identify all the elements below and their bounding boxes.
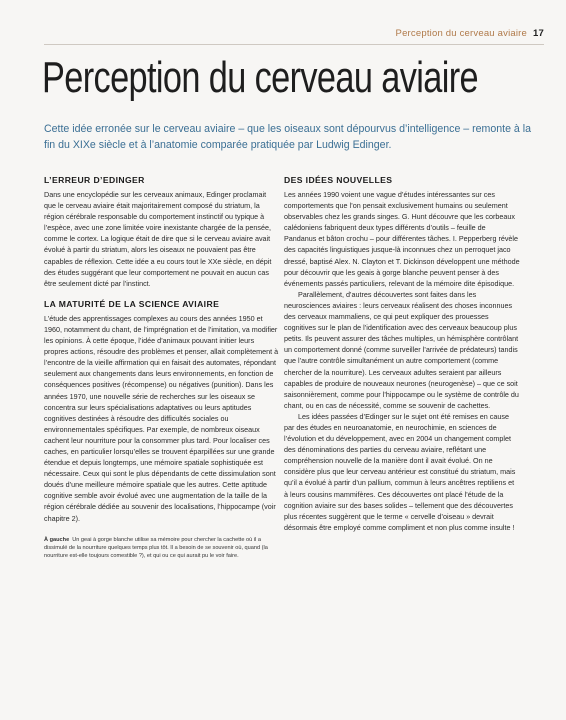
caption-lead: À gauche [44, 536, 70, 543]
section-body-maturite: L’étude des apprentissages complexes au cours des années 1950 et 1960, notamment du chant, de l’imprégnation et de l’imitation, va modifier les opinions. À cette époque, l’idée d’animaux pouvant initier leurs propres actions, résoudre des problèmes et penser, allait complètement à l’encontre de la vieille affirmation qui en faisait des automates, répondant seulement aux changements dans leurs environnements, en fonction de conséquences positives (récompense) ou négatives (punition). Dans les années 1970, une nouvelle série de recherches sur les oiseaux se concentra sur leurs spécialisations adaptatives ou leurs aptitudes cognitives destinées à résoudre des difficultés sociales ou environnementales spécifiques. Par exemple, de nombreux oiseaux cachent leur nourriture pour la consommer plus tard. Pour localiser ces caches, en particulier lorsqu’elles se trouvent éparpillées sur une grande étendue et depuis longtemps, une mémoire spatiale sophistiquée est nécessaire. Ceux qui sont le plus dépendants de cette dissimulation sont doués d’une meilleure mémoire spatiale que les autres. Cette aptitude cognitive semble avoir évolué avec une augmentation de la taille de la région cérébrale dédiée au souvenir des localisations, l’hippocampe (voir chapitre 2). [44, 313, 279, 523]
section-paragraph-3: Les idées passées d’Edinger sur le sujet ont été remises en cause par des études en neuroanatomie, en neurochimie, en sciences de l’évolution et du développement, avec en 2004 un changement complet des dénominations des parties du cerveau aviaire, reflétant une compréhension nouvelle de la manière dont il avait évolué. On ne considère plus que leur cerveau antérieur est constitué du striatum, mais qu’il a évolué à partir d’un pallium, commun à leurs ancêtres reptiliens et à leurs cousins mammifères. Ces découvertes ont placé l’étude de la cognition aviaire sur des bases solides – tellement que des découvertes plus récentes suggèrent que le terme « cervelle d’oiseau » devrait désormais être employé comme compliment et non plus comme insulte ! [284, 411, 516, 532]
image-caption [44, 536, 280, 560]
left-column [44, 175, 280, 560]
intro-paragraph: Cette idée erronée sur le cerveau aviaire – que les oiseaux sont dépourvus d’intelligence – remonte à la fin du XIXe siècle et à l’anatomie comparée pratiquée par Ludwig Edinger. [44, 123, 532, 151]
page-number: 17 [533, 28, 544, 39]
header-rule [44, 44, 544, 45]
section-paragraph-2: Parallèlement, d’autres découvertes sont faites dans les neurosciences aviaires : leurs cerveaux réalisent des choses inconnues des cerveaux mammaliens, ce qui peut expliquer des prouesses cognitives sur le plan de l’identification avec des cerveaux beaucoup plus petits. Ils peuvent assurer des tâches multiples, un hémisphère contrôlant un comportement donné (comme surveiller l’arrivée de prédateurs) tandis que l’autre contrôle simultanément un autre comportement (comme chercher de la nourriture). Les cerveaux adultes seraient par ailleurs capables de produire de nouveaux neurones (neurogenèse) – que ce soit saisonnièrement, comme pour l’hippocampe ou le système de contrôle du chant, ou en cas de nécessité, comme se souvenir de cachettes. [284, 289, 519, 410]
section-heading-edinger: L’ERREUR D’EDINGER [44, 175, 145, 185]
section-heading-idees: DES IDÉES NOUVELLES [284, 175, 393, 185]
running-title: Perception du cerveau aviaire [395, 28, 528, 39]
page-title: Perception du cerveau aviaire [42, 53, 478, 102]
running-head [396, 28, 544, 39]
section-paragraph-1: Les années 1990 voient une vague d’études intéressantes sur ces comportements que l’on pensait exclusivement humains ou seulement observables chez les grands singes. G. Hunt découvre que les corbeaux calédoniens fabriquent deux types différents d’outils – feuille de Pandanus et bâton crochu – pour différentes tâches. I. Pepperberg révèle des capacités linguistiques jusque-là inconnues chez un perroquet jaco dressé, baptisé Alex. N. Clayton et T. Dickinson développent une méthode pour découvrir que les geais à gorge blanche peuvent penser à des événements passés particuliers, relevant de la mémoire dite épisodique. [284, 190, 520, 288]
caption-text: Un geai à gorge blanche utilise sa mémoire pour chercher la cachette où il a dissimulé de la nourriture quelques temps plus tôt. Il a besoin de se souvenir où, quand (la nourriture est-elle toujours comestible ?), et qui ou ce qui aurait pu le voir faire. [44, 536, 268, 559]
section-body-edinger: Dans une encyclopédie sur les cerveaux animaux, Edinger proclamait que le cerveau aviaire était majoritairement composé du striatum, la région cérébrale responsable du comportement instinctif ou typique à l’espèce, avec une zone limitée voire inexistante chargée de la pensée, comme le cortex. La logique était de dire que si le cerveau aviaire avait évolué à partir du striatum, alors les oiseaux ne pouvaient pas être capables de réflexion. Cette idée a eu cours tout le XXe siècle, en dépit des études suggérant que leur comportement ne pouvait en aucun cas être seulement dicté par l’instinct. [44, 190, 272, 288]
section-heading-maturite: LA MATURITÉ DE LA SCIENCE AVIAIRE [44, 298, 220, 309]
section-gap [44, 289, 280, 299]
right-column [284, 175, 520, 533]
